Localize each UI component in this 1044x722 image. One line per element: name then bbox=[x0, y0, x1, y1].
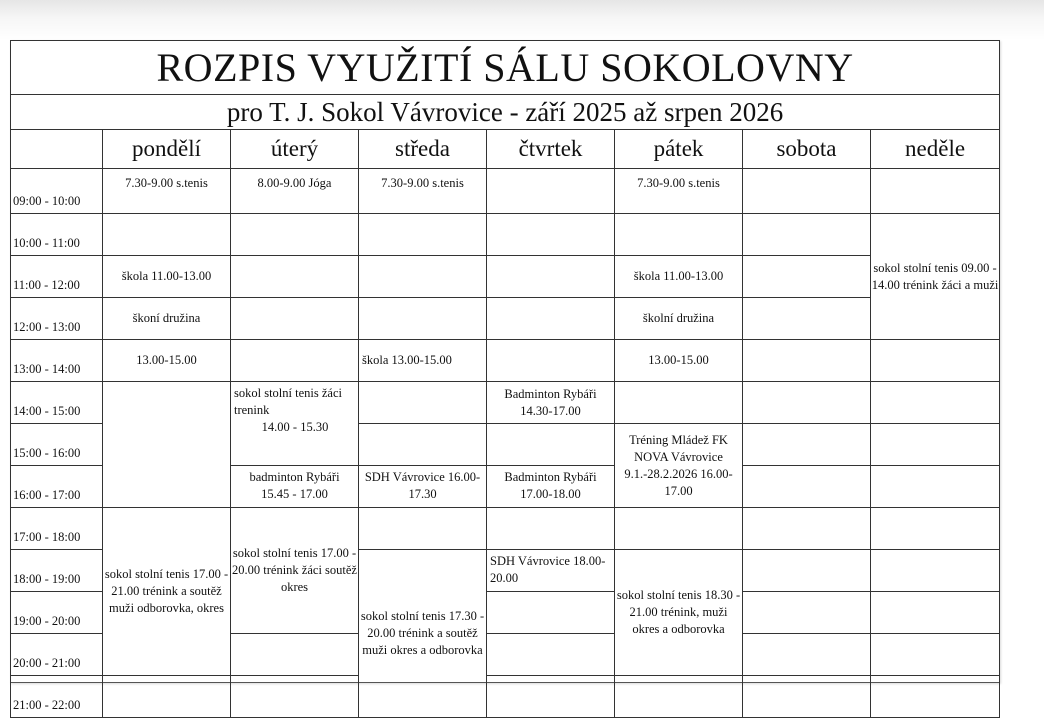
empty-cell bbox=[487, 424, 615, 466]
event-time: 15.45 - 17.00 bbox=[261, 487, 328, 501]
event-cell: sokol stolní tenis 17.00 - 20.00 trénink žáci soutěž okres bbox=[231, 508, 359, 634]
event-cell: Badminton Rybáři 14.30-17.00 bbox=[487, 382, 615, 424]
time-label: 19:00 - 20:00 bbox=[11, 592, 103, 634]
event-cell: sokol stolní tenis 09.00 - 14.00 trénink žáci a muži bbox=[871, 214, 1000, 340]
empty-cell bbox=[743, 592, 871, 634]
event-cell: školní družina bbox=[615, 298, 743, 340]
event-cell: SDH Vávrovice 18.00-20.00 bbox=[487, 550, 615, 592]
page-subtitle: pro T. J. Sokol Vávrovice - září 2025 až srpen 2026 bbox=[11, 95, 1000, 130]
time-label: 12:00 - 13:00 bbox=[11, 298, 103, 340]
time-label: 09:00 - 10:00 bbox=[11, 169, 103, 214]
event-cell: 8.00-9.00 Jóga bbox=[231, 169, 359, 214]
event-cell: 7.30-9.00 s.tenis bbox=[103, 169, 231, 214]
empty-cell bbox=[487, 676, 615, 718]
empty-cell bbox=[103, 214, 231, 256]
event-title: sokol stolní tenis žáci trenink bbox=[234, 386, 342, 417]
event-cell: SDH Vávrovice 16.00-17.30 bbox=[359, 466, 487, 508]
empty-cell bbox=[871, 382, 1000, 424]
time-label: 17:00 - 18:00 bbox=[11, 508, 103, 550]
empty-cell bbox=[487, 340, 615, 382]
empty-cell bbox=[231, 256, 359, 298]
empty-cell bbox=[743, 382, 871, 424]
empty-cell bbox=[487, 634, 615, 676]
day-header-thursday: čtvrtek bbox=[487, 130, 615, 169]
day-header-friday: pátek bbox=[615, 130, 743, 169]
time-label: 11:00 - 12:00 bbox=[11, 256, 103, 298]
empty-cell bbox=[743, 340, 871, 382]
empty-cell bbox=[871, 634, 1000, 676]
empty-cell bbox=[743, 424, 871, 466]
empty-cell bbox=[231, 676, 359, 718]
schedule-table bbox=[10, 40, 1000, 718]
day-header-saturday: sobota bbox=[743, 130, 871, 169]
empty-cell bbox=[743, 298, 871, 340]
empty-cell bbox=[487, 508, 615, 550]
empty-cell bbox=[871, 466, 1000, 508]
empty-cell bbox=[359, 508, 487, 550]
event-cell: škola 11.00-13.00 bbox=[615, 256, 743, 298]
empty-cell bbox=[871, 550, 1000, 592]
event-time: 14.00 - 15.30 bbox=[261, 420, 329, 434]
empty-cell bbox=[487, 214, 615, 256]
day-header-wednesday: středa bbox=[359, 130, 487, 169]
event-cell: sokol stolní tenis 18.30 - 21.00 trénink, muži okres a odborovka bbox=[615, 550, 743, 676]
empty-cell bbox=[871, 676, 1000, 718]
empty-cell bbox=[359, 298, 487, 340]
empty-cell bbox=[487, 169, 615, 214]
empty-cell bbox=[871, 508, 1000, 550]
time-label: 18:00 - 19:00 bbox=[11, 550, 103, 592]
event-cell: 7.30-9.00 s.tenis bbox=[615, 169, 743, 214]
event-cell: škola 11.00-13.00 bbox=[103, 256, 231, 298]
empty-cell bbox=[359, 382, 487, 424]
empty-cell bbox=[231, 340, 359, 382]
empty-cell bbox=[231, 634, 359, 676]
empty-cell bbox=[615, 214, 743, 256]
day-header-monday: pondělí bbox=[103, 130, 231, 169]
empty-cell bbox=[871, 592, 1000, 634]
empty-cell bbox=[487, 592, 615, 634]
time-label: 14:00 - 15:00 bbox=[11, 382, 103, 424]
empty-cell bbox=[487, 256, 615, 298]
event-cell: 13.00-15.00 bbox=[103, 340, 231, 382]
empty-cell bbox=[743, 214, 871, 256]
empty-cell bbox=[231, 298, 359, 340]
empty-cell bbox=[743, 550, 871, 592]
event-cell: 7.30-9.00 s.tenis bbox=[359, 169, 487, 214]
event-cell: 13.00-15.00 bbox=[615, 340, 743, 382]
page-title: ROZPIS VYUŽITÍ SÁLU SOKOLOVNY bbox=[11, 41, 1000, 95]
empty-cell bbox=[615, 508, 743, 550]
empty-cell bbox=[359, 256, 487, 298]
day-header-tuesday: úterý bbox=[231, 130, 359, 169]
event-cell: Badminton Rybáři 17.00-18.00 bbox=[487, 466, 615, 508]
day-header-sunday: neděle bbox=[871, 130, 1000, 169]
empty-cell bbox=[743, 508, 871, 550]
event-cell: škola 13.00-15.00 bbox=[359, 340, 487, 382]
time-label: 16:00 - 17:00 bbox=[11, 466, 103, 508]
time-label: 13:00 - 14:00 bbox=[11, 340, 103, 382]
time-label: 10:00 - 11:00 bbox=[11, 214, 103, 256]
empty-cell bbox=[103, 676, 231, 718]
empty-cell bbox=[487, 298, 615, 340]
time-label: 21:00 - 22:00 bbox=[11, 676, 103, 718]
empty-cell bbox=[871, 169, 1000, 214]
event-cell bbox=[231, 382, 359, 466]
empty-cell bbox=[103, 382, 231, 508]
empty-cell bbox=[743, 256, 871, 298]
event-cell: škoní družina bbox=[103, 298, 231, 340]
event-cell bbox=[231, 466, 359, 508]
time-label: 15:00 - 16:00 bbox=[11, 424, 103, 466]
empty-cell bbox=[871, 340, 1000, 382]
empty-cell bbox=[231, 214, 359, 256]
empty-cell bbox=[743, 169, 871, 214]
empty-cell bbox=[359, 214, 487, 256]
empty-cell bbox=[615, 382, 743, 424]
event-cell: sokol stolní tenis 17.00 - 21.00 trénink a soutěž muži odborovka, okres bbox=[103, 508, 231, 676]
empty-cell bbox=[743, 466, 871, 508]
empty-cell bbox=[359, 424, 487, 466]
empty-cell bbox=[615, 676, 743, 718]
event-cell: sokol stolní tenis 17.30 - 20.00 trénink a soutěž muži okres a odborovka bbox=[359, 550, 487, 718]
event-title: badminton Rybáři bbox=[249, 470, 340, 484]
empty-cell bbox=[743, 676, 871, 718]
time-label: 20:00 - 21:00 bbox=[11, 634, 103, 676]
corner-cell bbox=[11, 130, 103, 169]
empty-cell bbox=[743, 634, 871, 676]
empty-cell bbox=[871, 424, 1000, 466]
event-cell: Tréning Mládež FK NOVA Vávrovice 9.1.-28.2.2026 16.00-17.00 bbox=[615, 424, 743, 508]
